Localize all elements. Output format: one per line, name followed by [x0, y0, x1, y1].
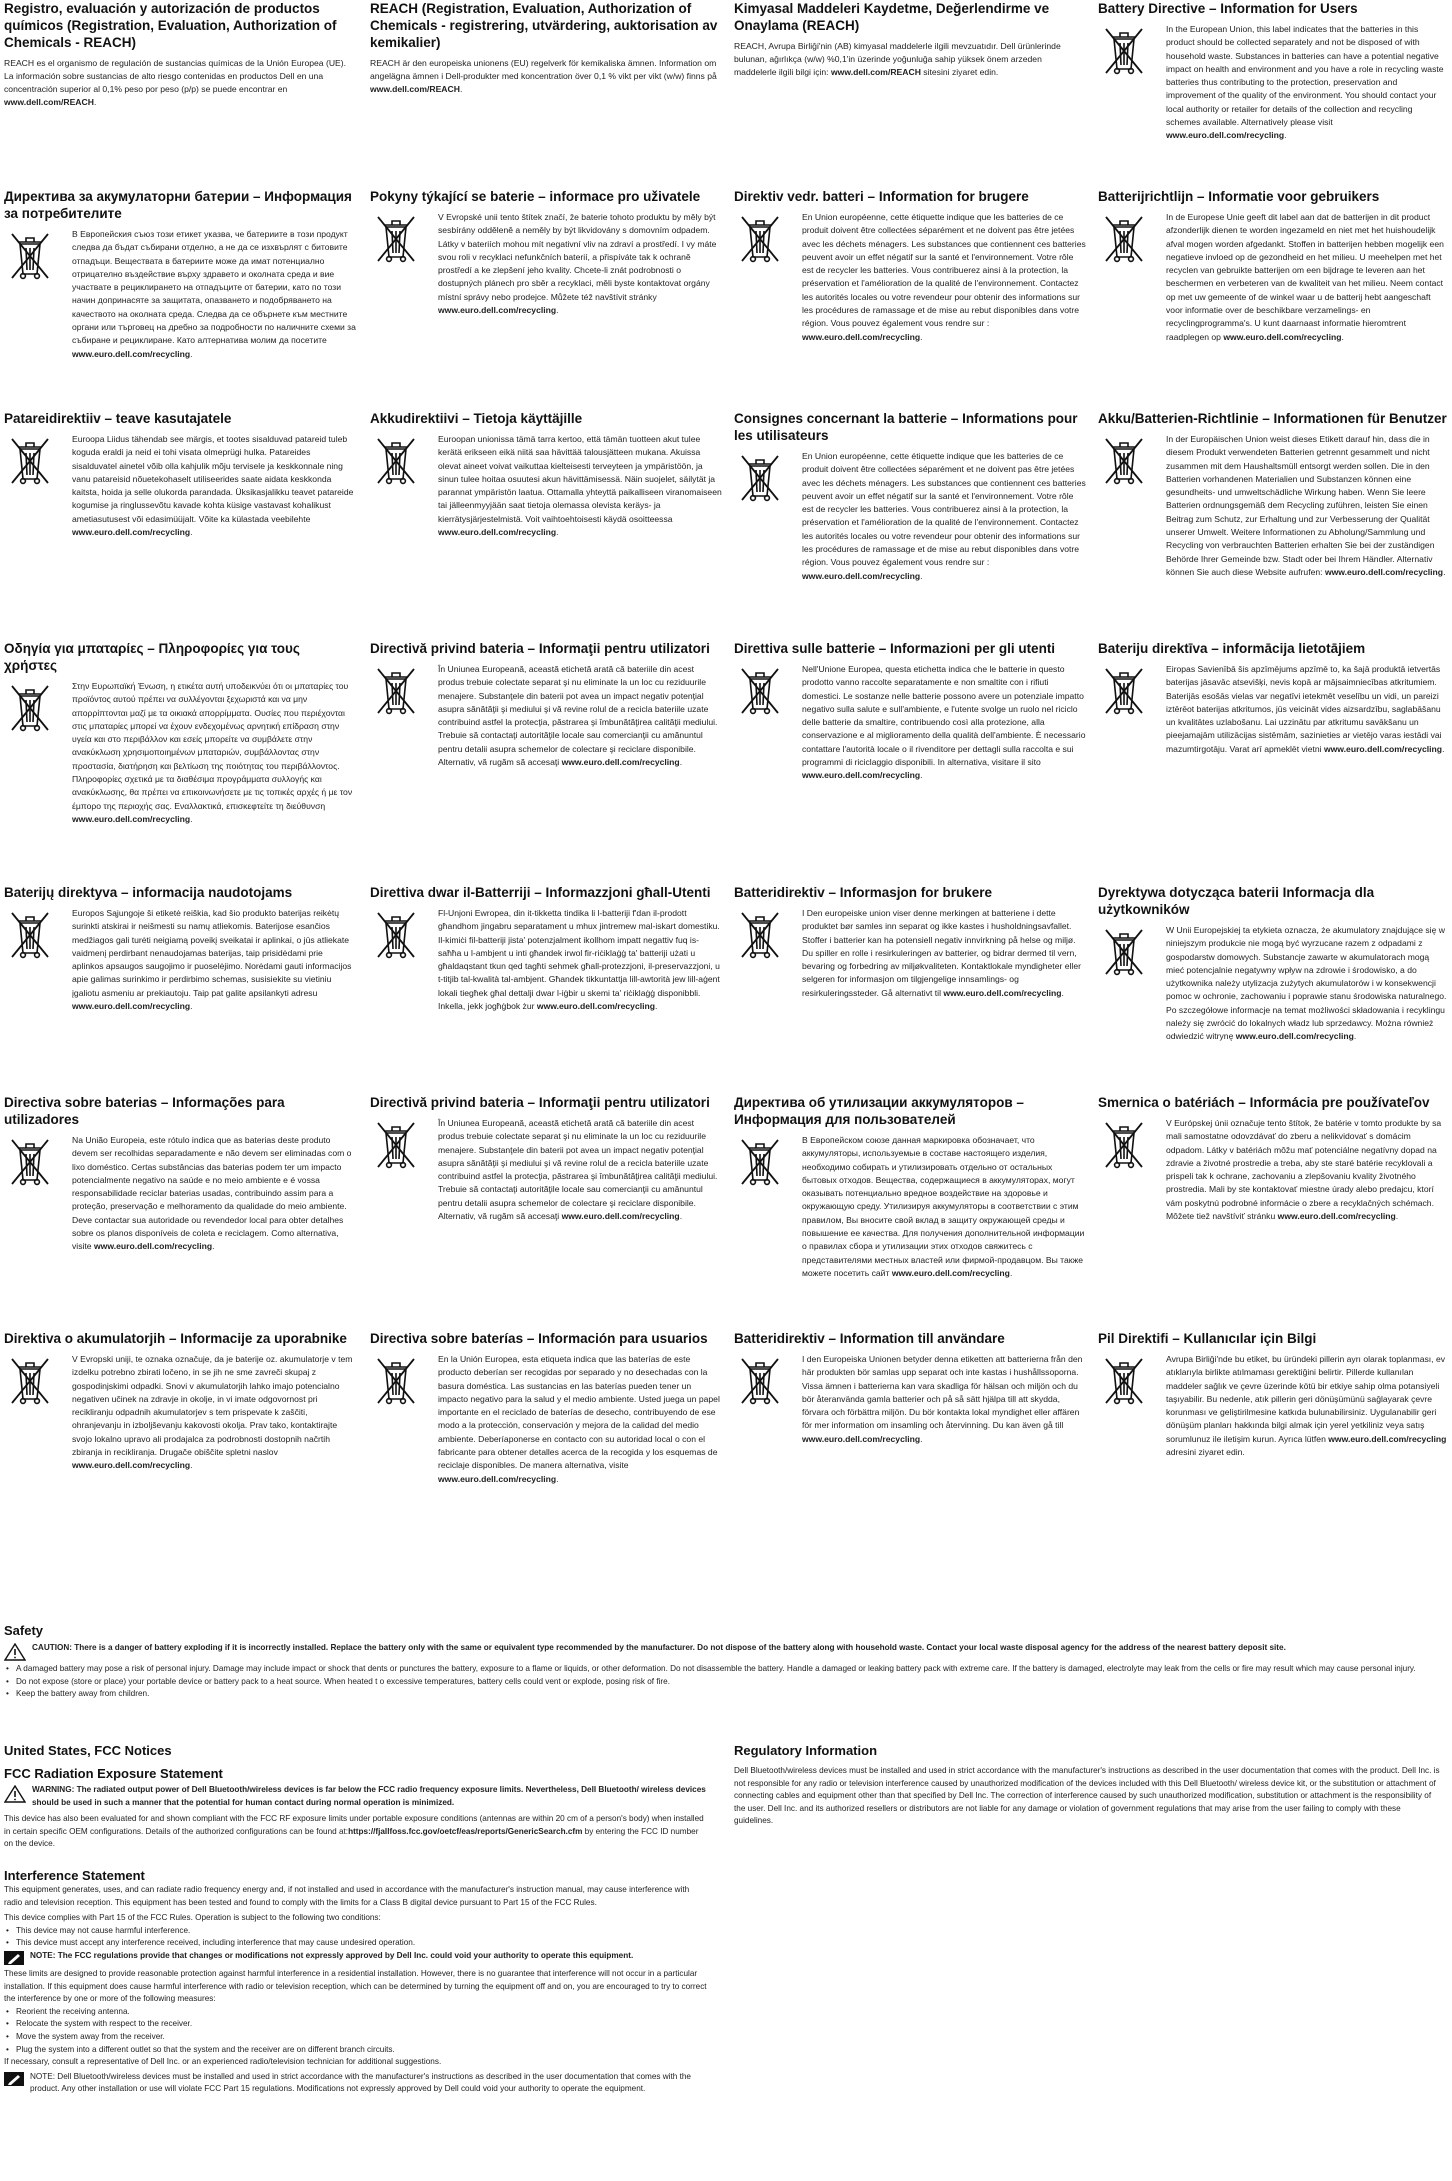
section-body: [1166, 1117, 1448, 1223]
recycling-link[interactable]: www.euro.dell.com/recycling: [802, 331, 921, 342]
recycling-link[interactable]: www.euro.dell.com/recycling: [438, 305, 557, 316]
section-body-after: .: [93, 97, 97, 107]
recycling-link[interactable]: www.euro.dell.com/recycling: [1277, 1211, 1396, 1222]
recycling-link[interactable]: www.euro.dell.com/recycling: [561, 1211, 680, 1222]
section-body-after: .: [920, 331, 923, 342]
us-fcc-title: United States, FCC Notices: [4, 1743, 172, 1758]
section-body: [802, 1134, 1086, 1280]
regulatory-section: [370, 884, 722, 1013]
section-title: Batterijrichtlijn – Informatie voor gebruikers: [1098, 189, 1380, 204]
section-body-after: .: [1353, 1031, 1357, 1042]
list-item: • This device must accept any interference received, including interference that may cause undesired operation.: [16, 1937, 709, 1950]
section-body-text: Fl-Unjoni Ewropea, din it-tikketta tindika li l-batteriji f'dan il-prodott għandhom jingabru separatament u mhux jintremew mal-iskart domestiku. Il-kimiċi fil-batteriji jista' potenzjalment ikollhom impatt negattiv fuq is-saħħa u l-ambjent u inti għandek irwol fir-riċiklaġġ ta' batteriji użati u għaldaqstant tkun qed tagħti sehmek għall-protezzjoni, il-preservazzjoni, u t-titjib tal-kwalità tal-ambjent. Għandek tikkuntattja lill-awtorità jew lill-aġent lokali tiegħek għal dettalji dwar l-iġbir u skemi ta' riċiklaġġ disponibbli. Inkella, jekk jogħġbok żur: [438, 908, 720, 1012]
section-row: [734, 211, 1086, 344]
section-body: [802, 450, 1086, 583]
regulatory-section: [734, 640, 1086, 783]
section-row: [370, 433, 722, 539]
regulatory-info-title: Regulatory Information: [734, 1743, 878, 1758]
recycling-link[interactable]: www.euro.dell.com/recycling: [802, 570, 921, 581]
regulatory-info-body: Dell Bluetooth/wireless devices must be installed and used in strict accordance with the manufacturer's instructions as described in the user documentation that comes with the product. Dell Inc. is not responsible for any radio or television interference caused by unauthorized modification of the devices included with this Dell Bluetooth/ wireless device kit, or the substitution or attachment of connecting cables and equipment other than that specified by Dell Inc. The correction of interference caused by such unauthorized modification, substitution or attachment is the responsibility of the user. Dell Inc. and its authorized resellers or distributors are not liable for any damage or violation of government regulations that may arise from the user failing to comply with these guidelines.: [734, 1766, 1440, 1826]
section-body-text: В Европейском союзе данная маркировка обозначает, что аккумуляторы, используемые в составе настоящего изделия, необходимо собирать и утилизировать отдельно от остальных бытовых отходов. Вещества, содержащиеся в аккумуляторах, могут оказывать потенциально вредное воздействие на здоровье и окружающую среду. Утилизируя аккумуляторы в соответствии с этим правилом, Вы вносите свой вклад в защиту окружающей среды и повышение ее качества. Для получения дополнительной информации о правилах сбора и утилизации этих отходов свяжитесь с представителями местных властей или фирмой-продавцом. Вы также можете посетить сайт: [802, 1135, 1085, 1278]
section-body: [438, 907, 722, 1013]
section-body-after: .: [920, 770, 923, 781]
regulatory-section: [4, 410, 356, 539]
section-row: [370, 211, 722, 317]
section-row: [1098, 433, 1448, 579]
section-body-after: .: [679, 757, 683, 768]
regulatory-info-block: [734, 1742, 1440, 1828]
interference-body-2: This device complies with Part 15 of the FCC Rules. Operation is subject to the following two conditions:: [4, 1913, 381, 1923]
section-title: REACH (Registration, Evaluation, Authorization of Chemicals - registrering, utvärdering, auktorisation av kemikalier): [370, 1, 718, 50]
crossed-out-bin-icon: [374, 213, 418, 265]
regulatory-section: [734, 884, 1086, 1000]
section-body-text: W Unii Europejskiej ta etykieta oznacza, że akumulatory znajdujące się w niniejszym produkcie nie mogą być wyrzucane razem z odpadami z gospodarstw domowych. Substancje zawarte w akumulatorach mogą mieć potencjalnie negatywny wpływ na zdrowie i środowisko, a do użytkownika należy utylizacja zużytych akumulatorów i w konsekwencji pomoc w ochronie, zachowaniu i poprawie stanu środowiska naturalnego. Po szczegółowe informacje na temat możliwości składowania i recyklingu należy się zwrócić do lokalnych władz lub sprzedawcy. Można również odwiedzić witrynę: [1166, 925, 1447, 1042]
section-row: [4, 433, 356, 539]
section-row: [734, 663, 1086, 783]
section-body-after: adresini ziyaret edin.: [1166, 1447, 1245, 1458]
fcc-warning-text: WARNING: The radiated output power of Dell Bluetooth/wireless devices is far below the FCC radio frequency exposure limits. Nevertheless, Dell Bluetooth/ wireless devices should be used in such a manner that the potential for human contact during normal operation is minimized.: [32, 1785, 706, 1807]
section-title: Direktiva o akumulatorjih – Informacije za uporabnike: [4, 1331, 347, 1346]
section-body-after: .: [1009, 1267, 1013, 1278]
list-item: • Reorient the receiving antenna.: [16, 2006, 709, 2019]
section-row: [1098, 211, 1448, 344]
section-body: [438, 1353, 722, 1486]
section-body-after: .: [1341, 331, 1344, 342]
crossed-out-bin-icon: [738, 909, 782, 961]
crossed-out-bin-icon: [1102, 435, 1146, 487]
recycling-link[interactable]: www.euro.dell.com/recycling: [1235, 1031, 1354, 1042]
section-body-after: .: [920, 570, 923, 581]
section-body: [802, 211, 1086, 344]
interference-body-4: If necessary, consult a representative of Dell Inc. or an experienced radio/television technician for additional suggestions.: [4, 2057, 442, 2067]
section-title: Baterijų direktyva – informacija naudotojams: [4, 885, 293, 900]
section-title: Direttiva sulle batterie – Informazioni per gli utenti: [734, 641, 1056, 656]
recycling-link[interactable]: www.euro.dell.com/recycling: [438, 527, 557, 538]
section-body: [4, 57, 356, 109]
recycling-link[interactable]: www.euro.dell.com/recycling: [1328, 1433, 1447, 1444]
section-body: [72, 680, 356, 826]
section-body: [72, 228, 356, 361]
section-body-text: In the European Union, this label indicates that the batteries in this product should be collected separately and not be disposed of with household waste. Substances in batteries can have a potential negative impact on health and environment and you have a role in recycling waste batteries thus contributing to the protection, preservation and improvement of the quality of the environment. You should contact your local authority or retailer for details of the collection and recycling schemes available. Alternatively please visit: [1166, 24, 1444, 128]
recycling-link[interactable]: www.euro.dell.com/recycling: [1223, 331, 1342, 342]
regulatory-section: [734, 1094, 1086, 1280]
crossed-out-bin-icon: [738, 213, 782, 265]
section-row: [1098, 663, 1448, 756]
crossed-out-bin-icon: [1102, 25, 1146, 77]
section-body-after: .: [920, 1433, 923, 1444]
section-body-text: В Европейския съюз този етикет указва, че батериите в този продукт следва да бъдат събирани отделно, а не да се изхвърлят с битовите отпадъци. Веществата в батериите може да имат потенциално отрицателно въздействие върху здравето и околната среда и вие участвате в рециклирането на отпадъците от батерии, като по този начин допринасяте за защитата, опазването и подобряването на качеството на околната среда. Следва да се обърнете към местните органи или търговец на дребно за подробности по наличните схеми за събиране и рециклиране. Като алтернатива молим да посетите: [72, 229, 356, 346]
regulatory-section: [4, 188, 356, 361]
warning-triangle-icon: [4, 1643, 26, 1661]
note-pencil-icon: [4, 2072, 24, 2086]
crossed-out-bin-icon: [1102, 1119, 1146, 1171]
warning-triangle-icon: [4, 1785, 26, 1803]
section-body-after: .: [1395, 1211, 1399, 1222]
section-body-text: En Union européenne, cette étiquette indique que les batteries de ce produit doivent être collectées séparément et ne doivent pas être jetées avec les déchets ménagers. Les substances que contiennent ces batteries peuvent avoir un effet négatif sur la santé et l'environnement. Votre rôle est de recycler les batteries. Vous contribuerez ainsi à la protection, la préservation et l'amélioration de la qualité de l'environnement. Contactez les autorités locales ou votre revendeur pour obtenir des informations sur les procédures de ramassage et de mise au rebut disponibles dans votre région. Vous pouvez également vous rendre sur :: [802, 212, 1086, 329]
recycling-link[interactable]: www.euro.dell.com/recycling: [802, 770, 921, 781]
section-body: [370, 57, 722, 96]
recycling-link[interactable]: www.euro.dell.com/recycling: [438, 1473, 557, 1484]
section-title: Directivă privind bateria – Informaţii pentru utilizatori: [370, 641, 710, 656]
section-row: [1098, 1117, 1448, 1223]
recycling-link[interactable]: www.euro.dell.com/recycling: [72, 1001, 191, 1012]
section-body: [438, 663, 722, 769]
section-body-text: In de Europese Unie geeft dit label aan dat de batterijen in dit product afzonderlijk dienen te worden ingezameld en niet met het huishoudelijk afval mogen worden afgedankt. Stoffen in batterijen hebben mogelijk een negatieve invloed op de gezondheid en het milieu. U meehelpen met het recyclen van gebruikte batterijen om een bijdrage te leveren aan het beschermen en verbeteren van de kwaliteit van het milieu. Neem contact op met uw gemeente of de winkel waar u de batterij hebt aangeschaft voor informatie over de beschikbare verzamelings- en recyclingprogramma's. U kunt daarnaast informatie hieromtrent raadplegen op: [1166, 212, 1444, 342]
section-body: [72, 1353, 356, 1473]
recycling-link[interactable]: www.euro.dell.com/recycling: [72, 348, 191, 359]
section-row: [734, 907, 1086, 1000]
section-body: [1166, 663, 1448, 756]
section-title: Pokyny týkající se baterie – informace pro uživatele: [370, 189, 701, 204]
fcc-radiation-title: FCC Radiation Exposure Statement: [4, 1766, 223, 1781]
section-title: Batteridirektiv – Information till användare: [734, 1331, 1005, 1346]
interference-body-1: This equipment generates, uses, and can radiate radio frequency energy and, if not installed and used in accordance with the manufacturer's instruction manual, may cause interference with radio and television reception. This equipment has been tested and found to comply with the limits for a Class B digital device pursuant to Part 15 of the FCC Rules.: [4, 1884, 690, 1907]
section-body-text: Euroopan unionissa tämä tarra kertoo, että tämän tuotteen akut tulee kerätä erikseen eikä niitä saa hävittää talousjätteen mukana. Akuissa olevat aineet voivat vaikuttaa kielteisesti terveyteen ja ympäristöön, ja sinun tulee hoitaa osuutesi akun hävittämisessä. Näin suojelet, säilytät ja parannat ympäristön laatua. Ottamalla yhteyttä paikalliseen viranomaiseen tai jälleenmyyjään saat tietoja olemassa olevista keräys- ja kierrätysjärjestelmistä. Voit vaihtoehtoisesti käydä osoitteessa: [438, 434, 722, 524]
recycling-link[interactable]: www.euro.dell.com/recycling: [1324, 566, 1444, 577]
section-body-text: În Uniunea Europeană, această etichetă arată că bateriile din acest produs trebuie colectate separat şi nu eliminate la un loc cu reziduurile menajere. Substanţele din baterii pot avea un impact negativ potenţial asupra sănătăţii şi mediului şi vă revine rolul de a recicla bateriile uzate contribuind astfel la protecţia, păstrarea şi îmbunătăţirea calităţii mediului. Trebuie să contactaţi autorităţile locale sau comercianţii cu amănuntul pentru detalii asupra schemelor de colectare şi reciclare disponibile. Alternativ, vă rugăm să accesaţi: [438, 1118, 718, 1222]
section-body-text: REACH es el organismo de regulación de sustancias químicas de la Unión Europea (UE). La información sobre sustancias de alto riesgo contenidas en productos Dell en una concentración superior al 0,1% peso por peso (p/p) se puede encontrar en: [4, 58, 347, 94]
interference-conditions: [4, 1925, 709, 1950]
regulatory-section: [734, 410, 1086, 583]
section-body: [802, 663, 1086, 783]
section-body: [438, 211, 722, 317]
section-body-after: .: [556, 1473, 559, 1484]
crossed-out-bin-icon: [8, 230, 52, 282]
section-body-text: În Uniunea Europeană, această etichetă arată că bateriile din acest produs trebuie colectate separat şi nu eliminate la un loc cu reziduurile menajere. Substanţele din baterii pot avea un impact negativ potenţial asupra sănătăţii şi mediului şi vă revine rolul de a recicla bateriile uzate contribuind astfel la protecţia, păstrarea şi îmbunătăţirea calităţii mediului. Trebuie să contactaţi autorităţile locale sau comercianţii cu amănuntul pentru detalii asupra schemelor de colectare şi reciclare disponibile. Alternativ, vă rugăm să accesaţi: [438, 664, 718, 768]
recycling-link[interactable]: www.euro.dell.com/recycling: [72, 527, 191, 538]
section-title: Batteridirektiv – Informasjon for brukere: [734, 885, 993, 900]
regulatory-section: [734, 188, 1086, 344]
regulatory-section: [370, 640, 722, 769]
section-body-text: Euroopa Liidus tähendab see märgis, et tootes sisalduvad patareid tuleb koguda eraldi ja neid ei tohi visata olmeprügi hulka. Patareides sisalduvatel ainetel võib olla kahjulik mõju tervisele ja keskkonnale ning vanu patareisid nõuetekohaselt utiliseerides saate aidata keskkonda kaitsta, hoida ja selle olukorda parandada. Üksikasjalikku teavet patareide kogumise ja ringlussevõtu kavade kohta küsige vastavast kohalikust ametiasutusest või edasimüüjalt. Võite ka külastada veebilehte: [72, 434, 354, 524]
section-row: [370, 1117, 722, 1223]
section-body: [438, 1117, 722, 1223]
recycling-link[interactable]: www.euro.dell.com/recycling: [536, 1001, 656, 1012]
section-body-after: .: [1442, 743, 1445, 754]
section-body-after: .: [1284, 130, 1287, 141]
interference-measures: [4, 2006, 709, 2056]
recycling-link[interactable]: www.euro.dell.com/recycling: [802, 1433, 921, 1444]
recycling-link[interactable]: www.dell.com/REACH: [370, 84, 460, 94]
crossed-out-bin-icon: [374, 435, 418, 487]
section-row: [4, 1134, 356, 1254]
section-body-text: V Európskej únii označuje tento štítok, že batérie v tomto produkte by sa mali samostatne odovzdávať do zberu a nelikvidovať s domácim odpadom. Látky v batériách môžu mať potenciálne negatívny dopad na zdravie a životné prostredie a treba, aby ste staré batérie recyklovali a prispeli tak k ochrane, zachovaniu a zlepšovaniu kvality životného prostredia. Mali by ste kontaktovať miestne úrady alebo predajcu, ktorí vám poskytnú podrobné informácie o zbere a recyklačných schémach. Môžete tiež navštíviť stránku: [1166, 1118, 1442, 1222]
section-title: Consignes concernant la batterie – Informations pour les utilisateurs: [734, 411, 1078, 443]
regulatory-section: [1098, 1094, 1448, 1223]
section-title: Directiva sobre baterías – Información para usuarios: [370, 1331, 708, 1346]
crossed-out-bin-icon: [8, 909, 52, 961]
section-row: [370, 907, 722, 1013]
recycling-link[interactable]: www.euro.dell.com/recycling: [561, 757, 680, 768]
regulatory-section: [734, 1330, 1086, 1446]
section-row: [1098, 1353, 1448, 1459]
section-title: Direttiva dwar il-Batterriji – Informazzjoni għall-Utenti: [370, 885, 711, 900]
section-row: [1098, 23, 1448, 143]
section-body-after: .: [190, 1001, 193, 1012]
section-title: Directivă privind bateria – Informaţii pentru utilizatori: [370, 1095, 710, 1110]
crossed-out-bin-icon: [8, 1355, 52, 1407]
section-row: [4, 907, 356, 1013]
section-body-after: .: [1443, 566, 1446, 577]
safety-bullets: [4, 1663, 1448, 1701]
section-body-text: V Evropské unii tento štítek značí, že baterie tohoto produktu by měly být sesbírány odděleně a neměly by být likvidovány s domovním odpadem. Látky v bateriích mohou mít negativní vliv na zdraví a prostředí. I vy máte svou roli v recyklaci nefunkčních baterií, a přispíváte tak k ochraně prostředí a ke zlepšení jeho kvality. Chcete-li znát podrobnosti o dostupných plánech pro sběr a recyklaci, měli byste kontaktovat orgány místní správy nebo prodejce. Můžete též navštívit stránky: [438, 212, 717, 302]
section-body: [1166, 433, 1448, 579]
fcc-body-after: by entering the FCC ID number on the device.: [4, 1826, 699, 1849]
interference-body-3: These limits are designed to provide reasonable protection against harmful interference in a residential installation. However, there is no guarantee that interference will not occur in a particular installation. If this equipment does cause harmful interference with radio or television reception, which can be determined by turning the equipment off and on, you are encouraged to try to correct the interference by one or more of the following measures:: [4, 1968, 707, 2004]
section-body: [802, 907, 1086, 1000]
section-row: [370, 1353, 722, 1486]
section-title: Директива за акумулаторни батерии – Информация за потребителите: [4, 189, 352, 221]
regulatory-section: [1098, 884, 1448, 1044]
section-body-text: Στην Ευρωπαϊκή Ένωση, η ετικέτα αυτή υποδεικνύει ότι οι μπαταρίες του προϊόντος αυτού πρέπει να συλλέγονται ξεχωριστά και να μην απορρίπτονται μαζί με τα οικιακά απορρίμματα. Ουσίες που περιέχονται στις μπαταρίες μπορεί να έχουν ενδεχομένως αρνητική επίδραση στην υγεία και στο περιβάλλον και εσείς μπορείτε να συμβάλετε στην ανακύκλωση χρησιμοποιημένων μπαταριών, συμβάλλοντας στην προστασία, διατήρηση και βελτίωση της ποιότητας του περιβάλλοντος. Πληροφορίες σχετικά με τα διαθέσιμα προγράμματα συλλογής και ανακύκλωσης, θα πρέπει να επικοινωνήσετε με τις τοπικές αρχές ή με τον έμπορο της περιοχής σας. Εναλλακτικά, επισκεφτείτε τη διεύθυνση: [72, 681, 353, 811]
section-body-text: I Den europeiske union viser denne merkingen at batteriene i dette produktet bør samles inn separat og ikke kastes i husholdningsavfallet. Stoffer i batterier kan ha potensiell negativ innvirkning på helse og miljø. Du spiller en rolle i resirkuleringen av batterier, og bidrar dermed til vern, bevaring og forbedring av miljøkvaliteten. Kontaktlokale myndigheter eller selgeren for informasjon om tilgjengelige innsamlings- og resirkuleringssteder. Gå alternativt til: [802, 908, 1081, 998]
crossed-out-bin-icon: [738, 665, 782, 717]
regulatory-section: [370, 1330, 722, 1486]
section-body: [802, 1353, 1086, 1446]
recycling-link[interactable]: www.euro.dell.com/recycling: [891, 1267, 1010, 1278]
section-title: Kimyasal Maddeleri Kaydetme, Değerlendirme ve Onaylama (REACH): [734, 1, 1050, 33]
recycling-link[interactable]: www.euro.dell.com/recycling: [72, 813, 191, 824]
fcc-body-text: This device has also been evaluated for and shown compliant with the FCC RF exposure limits under portable exposure conditions (antennas are within 20 cm of a person's body) when installed in certain specific OEM configurations. Details of the authorized configurations can be found at:: [4, 1814, 704, 1836]
install-note: NOTE: Dell Bluetooth/wireless devices must be installed and used in strict accordance with the manufacturer's instructions as described in the user documentation that comes with the product. Any other installation or use will violate FCC Part 15 regulations. Modifications not expressly approved by Dell could void your authority to operate the equipment.: [30, 2071, 691, 2094]
fcc-body: [4, 1813, 709, 1851]
recycling-link[interactable]: www.euro.dell.com/recycling: [943, 987, 1062, 998]
section-body-text: REACH, Avrupa Birliği'nin (AB) kimyasal maddelerle ilgili mevzuatıdır. Dell ürünlerinde bulunan, ağırlıkça (w/w) %0,1'in üzerinde yoğunluğa sahip yüksek önem arzeden maddelerle ilgili bilgi için:: [734, 41, 1061, 77]
crossed-out-bin-icon: [374, 665, 418, 717]
section-title: Pil Direktifi – Kullanıcılar için Bilgi: [1098, 1331, 1317, 1346]
section-body: [1166, 1353, 1448, 1459]
crossed-out-bin-icon: [738, 452, 782, 504]
section-title: Direktiv vedr. batteri – Information for brugere: [734, 189, 1029, 204]
fcc-block: [4, 1742, 709, 2096]
regulatory-section: [370, 0, 722, 96]
section-row: [4, 1353, 356, 1473]
section-title: Akkudirektiivi – Tietoja käyttäjille: [370, 411, 583, 426]
recycling-link[interactable]: www.euro.dell.com/recycling: [1323, 743, 1443, 754]
section-body: [438, 433, 722, 539]
list-item: • Do not expose (store or place) your portable device or battery pack to a heat source. When heated t o excessive temperatures, battery cells could vent or explode, posing risk of fire.: [16, 1676, 1448, 1689]
section-body-after: .: [190, 813, 193, 824]
section-row: [734, 450, 1086, 583]
list-item: • Relocate the system with respect to the receiver.: [16, 2018, 709, 2031]
crossed-out-bin-icon: [374, 909, 418, 961]
section-body: [72, 1134, 356, 1254]
section-row: [734, 1134, 1086, 1280]
regulatory-section: [370, 188, 722, 317]
section-row: [4, 228, 356, 361]
crossed-out-bin-icon: [8, 1136, 52, 1188]
regulatory-section: [4, 1094, 356, 1254]
section-body-text: En Union européenne, cette étiquette indique que les batteries de ce produit doivent être collectées séparément et ne doivent pas être jetées avec les déchets ménagers. Les substances que contiennent ces batteries peuvent avoir un effet négatif sur la santé et l'environnement. Votre rôle est de recycler les batteries. Vous contribuerez ainsi à la protection, la préservation et l'amélioration de la qualité de l'environnement. Contactez les autorités locales ou votre revendeur pour obtenir des informations sur les procédures de ramassage et de mise au rebut disponibles dans votre région. Vous pouvez également vous rendre sur :: [802, 451, 1086, 568]
section-title: Patareidirektiiv – teave kasutajatele: [4, 411, 232, 426]
crossed-out-bin-icon: [1102, 1355, 1146, 1407]
regulatory-section: [370, 410, 722, 539]
recycling-link[interactable]: www.euro.dell.com/recycling: [72, 1460, 191, 1471]
regulatory-section: [4, 1330, 356, 1473]
recycling-link[interactable]: www.dell.com/REACH: [4, 97, 94, 107]
regulatory-section: [4, 640, 356, 826]
section-body-after: .: [190, 527, 193, 538]
section-body-after: .: [190, 1460, 193, 1471]
section-body-text: Nell'Unione Europea, questa etichetta indica che le batterie in questo prodotto vanno raccolte separatamente e non smaltite con i rifiuti domestici. Le sostanze nelle batterie possono avere un potenziale impatto negativo sulla salute e sull'ambiente, e l'utente svolge un ruolo nel riciclo delle batterie da smaltire, contribuendo così alla protezione, alla conservazione e al miglioramento della qualità dell'ambiente. È necessario contattare l'autorità locale o il rivenditore per dettagli sulla raccolta e sui programmi di riciclaggio disponibili. In alternativa, visitare il sito: [802, 664, 1086, 768]
section-body: [72, 433, 356, 539]
section-row: [370, 57, 722, 96]
crossed-out-bin-icon: [1102, 213, 1146, 265]
section-title: Οδηγία για μπαταρίες – Πληροφορίες για τους χρήστες: [4, 641, 300, 673]
section-body-after: .: [655, 1001, 658, 1012]
section-row: [1098, 924, 1448, 1044]
safety-title: Safety: [4, 1623, 44, 1638]
caution-text: CAUTION: There is a danger of battery exploding if it is incorrectly installed. Replace the battery only with the same or equivalent type recommended by the manufacturer. Do not dispose of the battery along with household waste. Contact your local waste disposal agency for the address of the nearest battery deposit site.: [32, 1643, 1286, 1652]
regulatory-section: [734, 0, 1086, 79]
section-row: [370, 663, 722, 769]
section-row: [4, 57, 356, 109]
section-body-text: Na União Europeia, este rótulo indica que as baterias deste produto devem ser recolhidas separadamente e não devem ser eliminadas com o lixo doméstico. Certas substâncias das baterias podem ter um impacto potencialmente negativo na saúde e no meio ambiente e é vossa responsabilidade reciclar baterias usadas, contribuindo assim para a proteção, preservação e melhoramento da qualidade do meio ambiente. Deve contactar sua autoridade ou revendedor local para obter detalhes sobre os planos disponíveis de coleta e reciclagem. Como alternativa, visite: [72, 1135, 352, 1252]
regulatory-section: [1098, 188, 1448, 344]
section-body-text: I den Europeiska Unionen betyder denna etiketten att batterierna från den här produkten bör samlas upp separat och inte kastas i hushållssoporna. Vissa ämnen i batterierna kan vara skadliga för hälsan och miljön och du bör återanvända gamla batterier och på så sätt hjälpa till att skydda, förvara och förbättra miljön. Du bör kontakta lokal myndighet eller affären för mer information om insamling och återvinning. Du kan även gå till: [802, 1354, 1083, 1431]
section-row: [4, 680, 356, 826]
fcc-search-link[interactable]: https://fjallfoss.fcc.gov/oetcf/eas/reports/GenericSearch.cfm: [348, 1826, 583, 1836]
regulatory-section: [370, 1094, 722, 1223]
crossed-out-bin-icon: [1102, 665, 1146, 717]
list-item: • This device may not cause harmful interference.: [16, 1925, 709, 1938]
regulatory-section: [1098, 640, 1448, 756]
section-body: [1166, 211, 1448, 344]
recycling-link[interactable]: www.dell.com/REACH: [830, 67, 921, 77]
section-title: Smernica o batériách – Informácia pre používateľov: [1098, 1095, 1430, 1110]
section-body: [1166, 924, 1448, 1044]
list-item: • Move the system away from the receiver.: [16, 2031, 709, 2044]
section-body-after: .: [459, 84, 463, 94]
crossed-out-bin-icon: [738, 1355, 782, 1407]
section-body: [734, 40, 1086, 79]
regulatory-section: [4, 884, 356, 1013]
section-body: [1166, 23, 1448, 143]
section-row: [734, 1353, 1086, 1446]
recycling-link[interactable]: www.euro.dell.com/recycling: [93, 1241, 213, 1252]
section-title: Registro, evaluación y autorización de productos químicos (Registration, Evaluation, Authorization of Chemicals - REACH): [4, 1, 337, 50]
section-body-after: .: [190, 348, 193, 359]
section-title: Directiva sobre baterias – Informações para utilizadores: [4, 1095, 285, 1127]
list-item: • A damaged battery may pose a risk of personal injury. Damage may include impact or shock that dents or punctures the battery, exposure to a flame or liquids, or other deformation. Do not disassemble the battery. Handle a damaged or leaking battery pack with extreme care. If the battery is damaged, electrolyte may leak from the cells or fire may result which may cause personal injury.: [16, 1663, 1448, 1676]
section-body-after: .: [1061, 987, 1064, 998]
section-body-text: Europos Sąjungoje ši etiketė reiškia, kad šio produkto baterijas reikėtų surinkti atskirai ir neišmesti su namų atliekomis. Baterijose esančios medžiagos gali turėti neigiamą poveikį sveikatai ir aplinkai, o jūs atliekate vaidmenį perdirbant nenaudojamas baterijas, taip prisidėdami prie aplinkos apsaugos saugojimo ir puoselėjimo. Norėdami gauti informacijos apie galimas surinkimo ir perdirbimo schemas, susisiekite su vietiniu įgaliotu asmeniu ar prekiautoju. Taip pat galite apsilankyti adresu: [72, 908, 352, 998]
crossed-out-bin-icon: [1102, 926, 1146, 978]
section-title: Dyrektywa dotycząca baterii Informacja dla użytkowników: [1098, 885, 1375, 917]
section-body-text: En la Unión Europea, esta etiqueta indica que las baterías de este producto deberían ser recogidas por separado y no desechadas con la basura doméstica. Las sustancias en las baterías pueden tener un impacto negativo para la salud y el medio ambiente. Usted juega un papel importante en el reciclado de baterías de desecho, contribuyendo de ese modo a la protección, conservación y mejora de la calidad del medio ambiente. Deberíaponerse en contacto con su autoridad local o con el fabricante para obtener detalles acerca de la recogida y los esquemas de reciclaje disponibles. De manera alternativa, visite: [438, 1354, 720, 1471]
regulatory-section: [1098, 410, 1448, 579]
section-title: Battery Directive – Information for Users: [1098, 1, 1358, 16]
section-row: [734, 40, 1086, 79]
section-body-after: .: [556, 527, 559, 538]
section-title: Bateriju direktīva – informācija lietotājiem: [1098, 641, 1366, 656]
fcc-note: NOTE: The FCC regulations provide that changes or modifications not expressly approved by Dell Inc. could void your authority to operate this equipment.: [30, 1950, 634, 1960]
crossed-out-bin-icon: [374, 1119, 418, 1171]
section-body: [72, 907, 356, 1013]
section-body-after: .: [679, 1211, 683, 1222]
crossed-out-bin-icon: [8, 682, 52, 734]
section-body-after: sitesini ziyaret edin.: [920, 67, 999, 77]
regulatory-section: [1098, 0, 1448, 143]
interference-title: Interference Statement: [4, 1867, 145, 1883]
section-body-after: .: [212, 1241, 215, 1252]
section-body-text: REACH är den europeiska unionens (EU) regelverk för kemikaliska ämnen. Information om angelägna ämnen i Dell-produkter med koncentration över 0,1 % vikt per vikt (w/w) finns på: [370, 58, 717, 81]
note-pencil-icon: [4, 1951, 24, 1965]
section-body-text: Avrupa Birliği'nde bu etiket, bu üründeki pillerin ayrı olarak toplanması, ev atıklarıyla birlikte atılmaması gerektiğini belirtir. Pillerde kullanılan maddeler sağlık ve çevre üzerinde kötü bir etkiye sahip olma potansiyeli taşıyabilir. Bu nedenle, atık pillerin geri dönüşümünü sağlayarak çevre korunması ve geliştirilmesine katkıda bulunabilirsiniz. Uygulanabilir geri dönüşüm planları hakkında bilgi almak için yerel yetkiliniz veya satış sorumlunuz ile iletişim kurun. Ayrıca lütfen: [1166, 1354, 1446, 1444]
crossed-out-bin-icon: [374, 1355, 418, 1407]
section-body-text: In der Europäischen Union weist dieses Etikett darauf hin, dass die in diesem Produkt verwendeten Batterien getrennt gesammelt und nicht zusammen mit dem Haushaltsmüll entsorgt werden sollen. Die in den Batterien vorhandenen Materialien und Substanzen können eine gesundheits- und umweltschädliche Wirkung haben. Wenn Sie leere Batterien ordnungsgemäß dem Recycling zuführen, leisten Sie einen Beitrag zum Schutz, zur Erhaltung und zur Verbesserung der Qualität unserer Umwelt. Weitere Informationen zu Abholung/Sammlung und Recycling von verbrauchten Batterien erhalten Sie bei der zuständigen Behörde Ihrer Gemeinde bzw. Stadt oder bei Ihrem Händler. Alternativ können Sie auch diese Website aufrufen:: [1166, 434, 1435, 577]
regulatory-section: [1098, 1330, 1448, 1459]
list-item: • Plug the system into a different outlet so that the system and the receiver are on different branch circuits.: [16, 2044, 709, 2057]
safety-block: [4, 1622, 1448, 1701]
crossed-out-bin-icon: [738, 1136, 782, 1188]
section-body-text: Eiropas Savienībā šis apzīmējums apzīmē to, ka šajā produktā ietvertās baterijas jāsavāc atsevišķi, nevis kopā ar mājsaimniecības atkritumiem. Baterijās esošās vielas var negatīvi ietekmēt veselību un vidi, un pareizi iztērēot baterijas atkritumos, jūs veicināt vides aizsardzību, saglabāšanu un kvalitātes uzlabošanu. Lai uzzinātu par atkritumu savākšanu un pieejamajām utilizācijas sistēmām, sazinieties ar vietējo varas iestādi vai mazumtirgotāju. Varat arī apmeklēt vietni: [1166, 664, 1442, 754]
recycling-link[interactable]: www.euro.dell.com/recycling: [1166, 130, 1285, 141]
regulatory-section: [4, 0, 356, 109]
section-title: Директива об утилизации аккумуляторов – Информация для пользователей: [734, 1095, 1024, 1127]
section-title: Akku/Batterien-Richtlinie – Informationen für Benutzer: [1098, 411, 1447, 426]
section-body-after: .: [556, 305, 559, 316]
list-item: • Keep the battery away from children.: [16, 1688, 1448, 1701]
section-body-text: V Evropski uniji, te oznaka označuje, da je baterije oz. akumulatorje v tem izdelku potrebno zbirati ločeno, in se jih ne sme zavreči skupaj z gospodinjskimi odpadki. Snovi v akumulatorjih lahko imajo potencialno negativen učinek na zdravje in okolje, in vi imate odgovornost pri recikliranju odpadnih akumulatorjev s tem prispevate k zaščiti, ohranjevanju in izboljševanju kakovosti okolja. Prav tako, kontaktirajte svojo lokalno upravo ali prodajalca za podrobnosti dostopnih načrtih zbiranja in recikliranja. Drugače obiščite spletni naslov: [72, 1354, 353, 1458]
crossed-out-bin-icon: [8, 435, 52, 487]
